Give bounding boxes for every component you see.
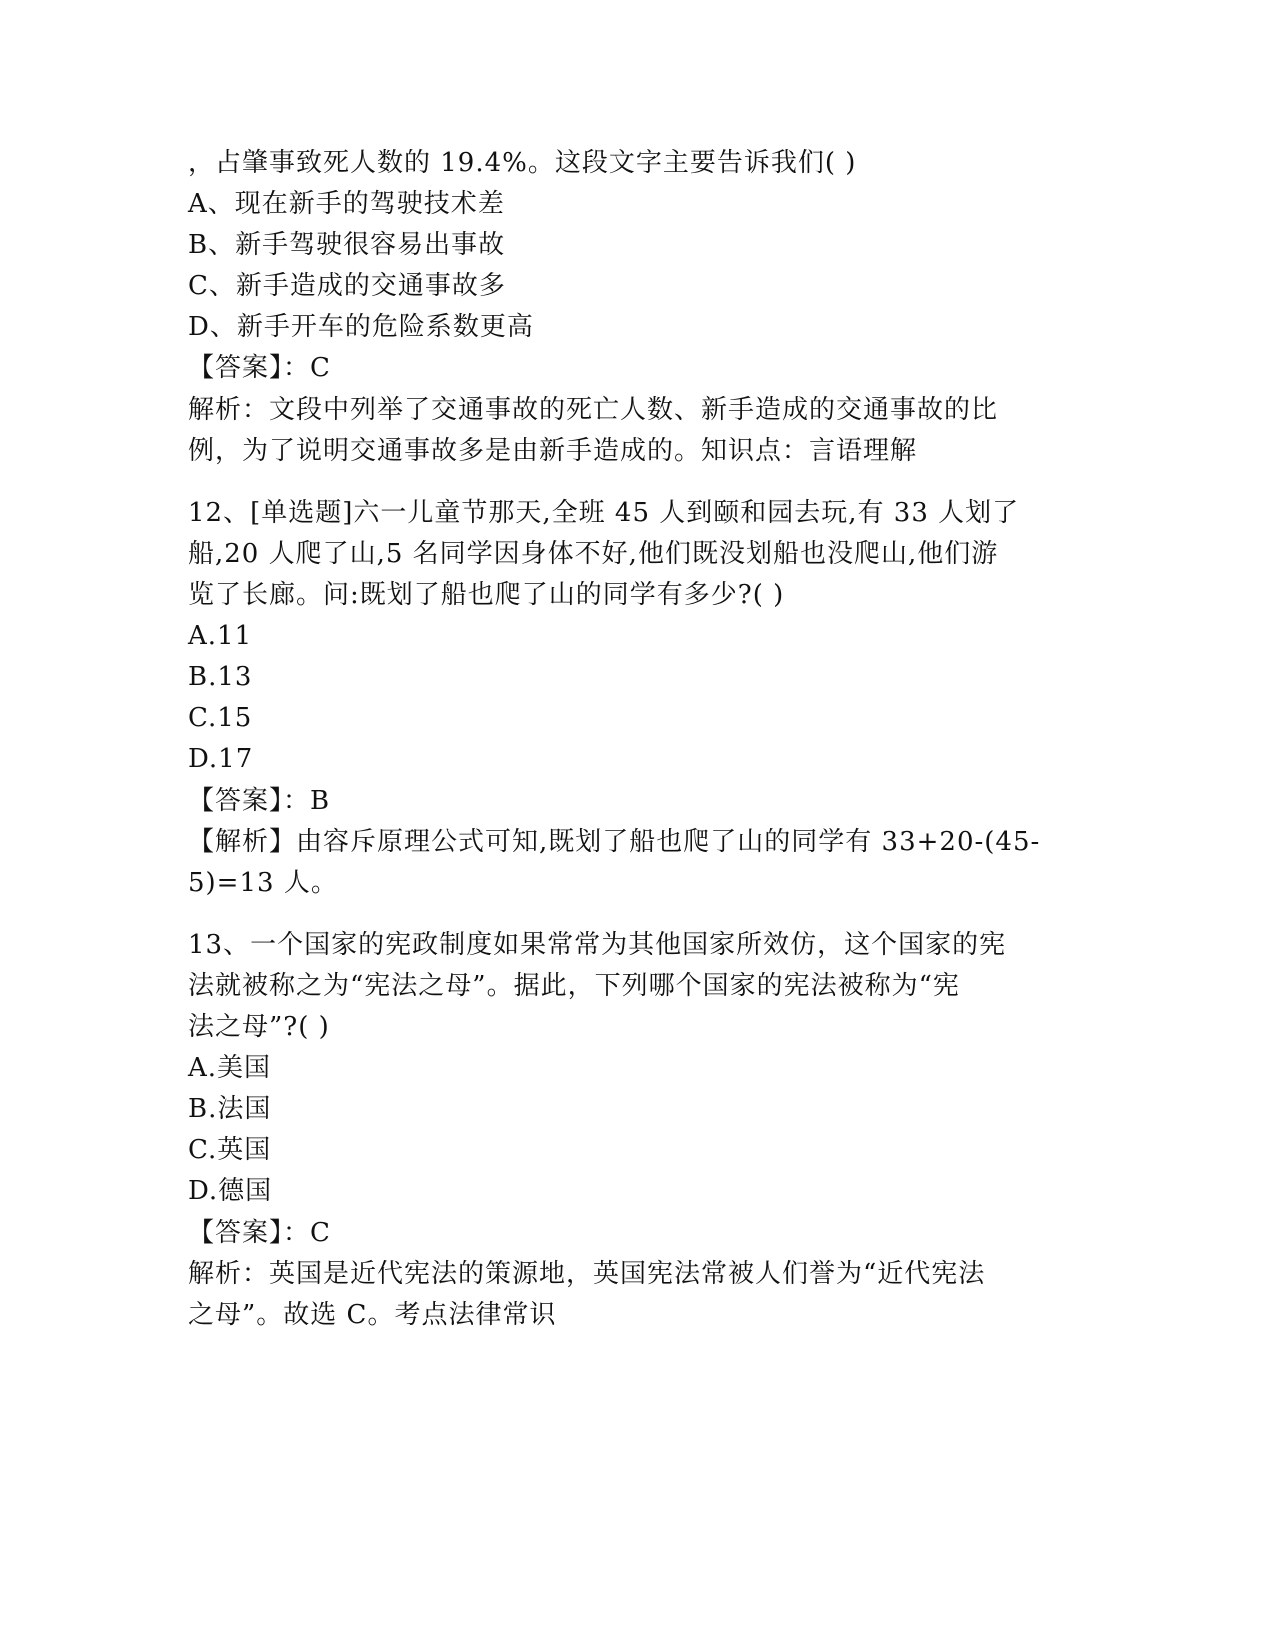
q12-option-d: D.17 [188, 744, 254, 774]
q13-option-c: C.英国 [188, 1135, 272, 1165]
q13-answer: 【答案】：C [188, 1218, 331, 1248]
q12-stem-line-1: 12、[单选题]六一儿童节那天,全班 45 人到颐和园去玩,有 33 人划了 [188, 498, 1020, 528]
q13-option-b: B.法国 [188, 1094, 272, 1124]
q11-stem-tail: ，占肇事致死人数的 19.4%。这段文字主要告诉我们( ) [188, 148, 857, 178]
q13-stem-line-1: 13、一个国家的宪政制度如果常常为其他国家所效仿，这个国家的宪 [188, 930, 1007, 960]
q11-analysis-line-2: 例，为了说明交通事故多是由新手造成的。知识点：言语理解 [188, 436, 918, 466]
q11-option-a: A、现在新手的驾驶技术差 [188, 189, 505, 219]
q12-stem-line-3: 览了长廊。问:既划了船也爬了山的同学有多少?( ) [188, 580, 785, 610]
q12-option-c: C.15 [188, 703, 253, 733]
q13-stem-line-2: 法就被称之为“宪法之母”。据此，下列哪个国家的宪法被称为“宪 [188, 971, 960, 1001]
q11-option-b: B、新手驾驶很容易出事故 [188, 230, 506, 260]
q11-option-c: C、新手造成的交通事故多 [188, 271, 506, 301]
q11-answer: 【答案】：C [188, 353, 331, 383]
q13-option-a: A.美国 [188, 1053, 272, 1083]
q11-option-d: D、新手开车的危险系数更高 [188, 312, 534, 342]
q12-option-b: B.13 [188, 662, 253, 692]
q13-analysis-line-2: 之母”。故选 C。考点法律常识 [188, 1300, 557, 1330]
q12-stem-line-2: 船,20 人爬了山,5 名同学因身体不好,他们既没划船也没爬山,他们游 [188, 539, 999, 569]
q13-option-d: D.德国 [188, 1176, 273, 1206]
q12-analysis-line-1: 【解析】由容斥原理公式可知,既划了船也爬了山的同学有 33+20-(45- [188, 827, 1041, 857]
q12-analysis-line-2: 5)=13 人。 [188, 868, 338, 898]
q12-option-a: A.11 [188, 621, 253, 651]
q12-answer: 【答案】：B [188, 786, 331, 816]
q13-stem-line-3: 法之母”?( ) [188, 1012, 330, 1042]
q11-analysis-line-1: 解析：文段中列举了交通事故的死亡人数、新手造成的交通事故的比 [188, 395, 999, 425]
q13-analysis-line-1: 解析：英国是近代宪法的策源地，英国宪法常被人们誉为“近代宪法 [188, 1259, 986, 1289]
